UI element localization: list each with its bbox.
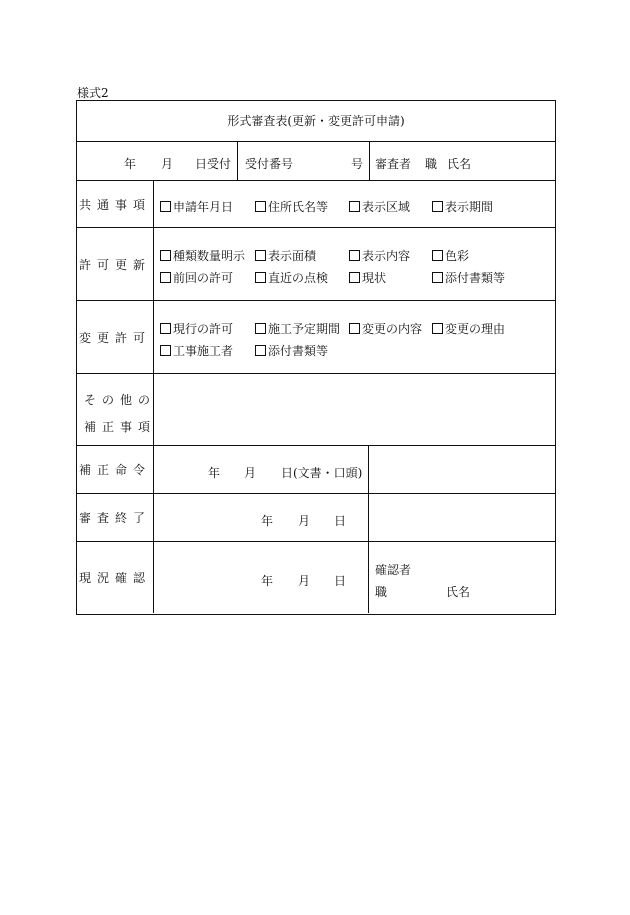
- option-common-1[interactable]: 住所氏名等: [255, 198, 328, 215]
- checkbox[interactable]: [160, 345, 171, 356]
- checkbox[interactable]: [432, 250, 443, 261]
- change-label: 変更許可: [78, 330, 151, 345]
- checkbox[interactable]: [349, 323, 360, 334]
- correction-order-label: 補正命令: [78, 463, 151, 477]
- correction-order-note[interactable]: [369, 446, 555, 493]
- review-end-label: 審査終了: [78, 511, 151, 525]
- option-change-2[interactable]: 変更の内容: [349, 320, 422, 337]
- correction-order-year: 年: [208, 466, 221, 480]
- status-check-year: 年: [261, 574, 274, 588]
- correction-order-day: 日(文書・口頭): [281, 466, 363, 480]
- common-items-label: 共通事項: [78, 197, 151, 212]
- examiner-position: 職: [425, 157, 438, 171]
- checkbox[interactable]: [349, 201, 360, 212]
- option-change-0[interactable]: 現行の許可: [160, 320, 233, 337]
- option-change-4[interactable]: 工事施工者: [160, 342, 233, 359]
- examiner-label: 審査者: [375, 157, 412, 171]
- review-end-month: 月: [298, 514, 311, 528]
- correction-order-month: 月: [244, 466, 257, 480]
- reception-year: 年: [124, 157, 137, 171]
- option-renewal-2[interactable]: 表示内容: [349, 247, 410, 264]
- review-end-day: 日: [334, 514, 347, 528]
- change-row: [77, 301, 555, 374]
- option-change-1[interactable]: 施工予定期間: [255, 320, 340, 337]
- checkbox[interactable]: [432, 272, 443, 283]
- form-style-label: 様式2: [77, 86, 109, 100]
- checkbox[interactable]: [255, 250, 266, 261]
- review-end-note[interactable]: [369, 494, 555, 541]
- option-renewal-1[interactable]: 表示面積: [255, 247, 316, 264]
- renewal-label: 許可更新: [78, 257, 151, 272]
- option-change-5[interactable]: 添付書類等: [255, 342, 328, 359]
- option-renewal-5[interactable]: 直近の点検: [255, 269, 328, 286]
- checkbox[interactable]: [255, 201, 266, 212]
- examiner-name: 氏名: [447, 157, 472, 171]
- other-label-line2: 補正事項: [84, 420, 157, 434]
- option-common-2[interactable]: 表示区域: [349, 198, 410, 215]
- reception-month: 月: [161, 157, 174, 171]
- confirmer-name: 氏名: [446, 585, 471, 599]
- other-corrections-row: [77, 374, 555, 446]
- other-corrections-field[interactable]: [154, 374, 555, 445]
- checkbox[interactable]: [349, 250, 360, 261]
- checkbox[interactable]: [432, 201, 443, 212]
- option-renewal-0[interactable]: 種類数量明示: [160, 247, 245, 264]
- reception-day: 日受付: [195, 157, 232, 171]
- option-renewal-3[interactable]: 色彩: [432, 247, 469, 264]
- common-items-row: [77, 181, 555, 228]
- review-end-year: 年: [261, 514, 274, 528]
- review-form-table: [76, 100, 556, 615]
- checkbox[interactable]: [255, 323, 266, 334]
- renewal-row: [77, 228, 555, 301]
- checkbox[interactable]: [255, 272, 266, 283]
- status-check-month: 月: [298, 574, 311, 588]
- title-row: [77, 101, 555, 142]
- checkbox[interactable]: [160, 250, 171, 261]
- status-check-row: [77, 542, 555, 613]
- option-renewal-4[interactable]: 前回の許可: [160, 269, 233, 286]
- checkbox[interactable]: [160, 272, 171, 283]
- reception-number-suffix: 号: [351, 157, 364, 171]
- review-end-row: [77, 494, 555, 542]
- reception-number-label: 受付番号: [245, 157, 294, 171]
- option-renewal-7[interactable]: 添付書類等: [432, 269, 505, 286]
- confirmer-position: 職: [375, 585, 388, 599]
- status-check-day: 日: [334, 574, 347, 588]
- checkbox[interactable]: [255, 345, 266, 356]
- checkbox[interactable]: [349, 272, 360, 283]
- confirmer-label: 確認者: [375, 563, 412, 577]
- option-change-3[interactable]: 変更の理由: [432, 320, 505, 337]
- option-common-3[interactable]: 表示期間: [432, 198, 493, 215]
- checkbox[interactable]: [160, 323, 171, 334]
- checkbox[interactable]: [160, 201, 171, 212]
- checkbox[interactable]: [432, 323, 443, 334]
- option-common-0[interactable]: 申請年月日: [160, 198, 233, 215]
- reception-row: [77, 142, 555, 181]
- correction-order-row: [77, 446, 555, 494]
- status-check-label: 現況確認: [78, 571, 151, 585]
- form-title: 形式審査表(更新・変更許可申請): [227, 114, 405, 128]
- option-renewal-6[interactable]: 現状: [349, 269, 386, 286]
- other-label-line1: その他の: [84, 393, 157, 407]
